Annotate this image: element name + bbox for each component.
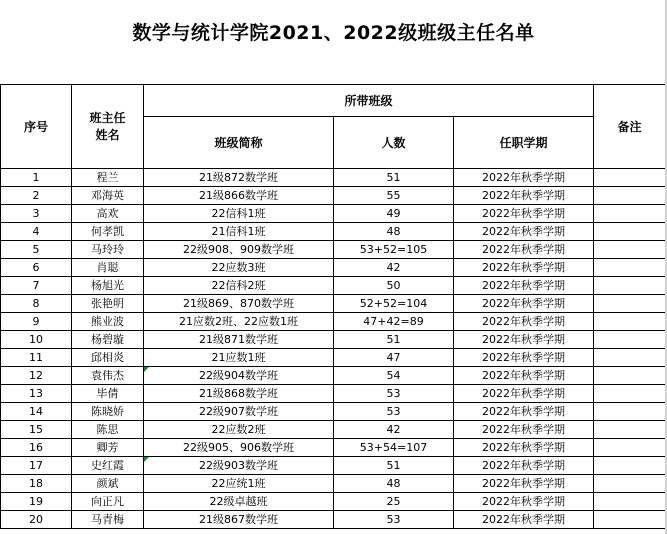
cell-teacher[interactable]: 熊业波 <box>72 313 144 331</box>
cell-class-name[interactable]: 22级904数学班 <box>144 367 334 385</box>
cell-term[interactable]: 2022年秋季学期 <box>454 439 594 457</box>
cell-class-name[interactable]: 22应统1班 <box>144 475 334 493</box>
cell-term[interactable]: 2022年秋季学期 <box>454 367 594 385</box>
cell-teacher[interactable]: 毕倩 <box>72 385 144 403</box>
cell-note[interactable] <box>594 313 666 331</box>
cell-term[interactable]: 2022年秋季学期 <box>454 241 594 259</box>
cell-index[interactable]: 15 <box>1 421 72 439</box>
cell-term[interactable]: 2022年秋季学期 <box>454 313 594 331</box>
cell-class-name[interactable]: 22级907数学班 <box>144 403 334 421</box>
table-row[interactable] <box>1 475 666 493</box>
cell-note[interactable] <box>594 169 666 187</box>
table-row[interactable] <box>1 367 666 385</box>
cell-class-name[interactable]: 21应数1班 <box>144 349 334 367</box>
cell-term[interactable]: 2022年秋季学期 <box>454 385 594 403</box>
cell-note[interactable] <box>594 259 666 277</box>
cell-index[interactable]: 4 <box>1 223 72 241</box>
header-count[interactable]: 人数 <box>334 117 454 169</box>
cell-note[interactable] <box>594 475 666 493</box>
cell-note[interactable] <box>594 421 666 439</box>
cell-teacher[interactable]: 程兰 <box>72 169 144 187</box>
cell-class-name[interactable]: 21级872数学班 <box>144 169 334 187</box>
table-row[interactable] <box>1 331 666 349</box>
roster-table <box>0 84 666 529</box>
table-row[interactable] <box>1 205 666 223</box>
cell-count[interactable]: 53 <box>334 403 454 421</box>
cell-index[interactable]: 6 <box>1 259 72 277</box>
table-row[interactable] <box>1 241 666 259</box>
cell-count[interactable]: 55 <box>334 187 454 205</box>
cell-teacher[interactable]: 颜斌 <box>72 475 144 493</box>
cell-note[interactable] <box>594 439 666 457</box>
cell-class-name[interactable]: 22信科2班 <box>144 277 334 295</box>
cell-term[interactable]: 2022年秋季学期 <box>454 475 594 493</box>
header-teacher[interactable] <box>72 85 144 169</box>
cell-term[interactable]: 2022年秋季学期 <box>454 223 594 241</box>
cell-teacher[interactable]: 高欢 <box>72 205 144 223</box>
cell-class-name[interactable]: 22级卓越班 <box>144 493 334 511</box>
table-row[interactable] <box>1 313 666 331</box>
header-index[interactable]: 序号 <box>1 85 72 169</box>
cell-teacher[interactable]: 张艳明 <box>72 295 144 313</box>
cell-count[interactable]: 50 <box>334 277 454 295</box>
table-row[interactable] <box>1 295 666 313</box>
cell-note[interactable] <box>594 403 666 421</box>
table-row[interactable] <box>1 493 666 511</box>
cell-index[interactable]: 19 <box>1 493 72 511</box>
header-class-group[interactable]: 所带班级 <box>144 85 594 117</box>
cell-term[interactable]: 2022年秋季学期 <box>454 511 594 529</box>
cell-note[interactable] <box>594 331 666 349</box>
cell-teacher[interactable]: 马玲玲 <box>72 241 144 259</box>
cell-teacher[interactable]: 卿芳 <box>72 439 144 457</box>
cell-note[interactable] <box>594 223 666 241</box>
cell-teacher[interactable]: 史红霞 <box>72 457 144 475</box>
cell-teacher[interactable]: 杨旭光 <box>72 277 144 295</box>
cell-note[interactable] <box>594 205 666 223</box>
cell-count[interactable]: 51 <box>334 169 454 187</box>
cell-note[interactable] <box>594 385 666 403</box>
cell-class-name[interactable]: 21级868数学班 <box>144 385 334 403</box>
cell-teacher[interactable]: 向正凡 <box>72 493 144 511</box>
cell-class-name[interactable]: 21级869、870数学班 <box>144 295 334 313</box>
cell-count[interactable]: 51 <box>334 457 454 475</box>
cell-count[interactable]: 25 <box>334 493 454 511</box>
table-row[interactable] <box>1 349 666 367</box>
table-row[interactable] <box>1 259 666 277</box>
cell-note[interactable] <box>594 277 666 295</box>
table-row[interactable] <box>1 457 666 475</box>
cell-class-name[interactable]: 21级871数学班 <box>144 331 334 349</box>
cell-teacher[interactable]: 马青梅 <box>72 511 144 529</box>
header-note[interactable]: 备注 <box>594 85 666 169</box>
cell-term[interactable]: 2022年秋季学期 <box>454 169 594 187</box>
cell-count[interactable]: 48 <box>334 223 454 241</box>
cell-count[interactable]: 51 <box>334 331 454 349</box>
cell-teacher[interactable]: 邓海英 <box>72 187 144 205</box>
cell-term[interactable]: 2022年秋季学期 <box>454 205 594 223</box>
cell-index[interactable]: 10 <box>1 331 72 349</box>
cell-class-name[interactable]: 22应数2班 <box>144 421 334 439</box>
table-row[interactable] <box>1 385 666 403</box>
cell-teacher[interactable]: 肖聪 <box>72 259 144 277</box>
table-row[interactable] <box>1 169 666 187</box>
table-row[interactable] <box>1 421 666 439</box>
cell-term[interactable]: 2022年秋季学期 <box>454 259 594 277</box>
cell-class-name[interactable]: 22应数3班 <box>144 259 334 277</box>
cell-index[interactable]: 17 <box>1 457 72 475</box>
cell-index[interactable]: 14 <box>1 403 72 421</box>
cell-class-name[interactable]: 21信科1班 <box>144 223 334 241</box>
cell-index[interactable]: 9 <box>1 313 72 331</box>
cell-count[interactable]: 53 <box>334 385 454 403</box>
cell-count[interactable]: 47 <box>334 349 454 367</box>
cell-index[interactable]: 8 <box>1 295 72 313</box>
cell-index[interactable]: 20 <box>1 511 72 529</box>
header-term[interactable]: 任职学期 <box>454 117 594 169</box>
cell-class-name[interactable]: 22级908、909数学班 <box>144 241 334 259</box>
cell-index[interactable]: 7 <box>1 277 72 295</box>
header-class-name[interactable]: 班级简称 <box>144 117 334 169</box>
cell-count[interactable]: 54 <box>334 367 454 385</box>
table-row[interactable] <box>1 403 666 421</box>
cell-index[interactable]: 18 <box>1 475 72 493</box>
cell-teacher[interactable]: 杨碧璇 <box>72 331 144 349</box>
cell-count[interactable]: 49 <box>334 205 454 223</box>
table-row[interactable] <box>1 439 666 457</box>
table-row[interactable] <box>1 187 666 205</box>
cell-note[interactable] <box>594 493 666 511</box>
header-teacher-label: 班主任姓名 <box>89 110 126 142</box>
cell-note[interactable] <box>594 295 666 313</box>
cell-class-name[interactable]: 22信科1班 <box>144 205 334 223</box>
cell-count[interactable]: 52+52=104 <box>334 295 454 313</box>
cell-note[interactable] <box>594 457 666 475</box>
cell-index[interactable]: 11 <box>1 349 72 367</box>
cell-term[interactable]: 2022年秋季学期 <box>454 187 594 205</box>
cell-term[interactable]: 2022年秋季学期 <box>454 457 594 475</box>
cell-class-name[interactable]: 21应数2班、22应数1班 <box>144 313 334 331</box>
cell-teacher[interactable]: 陈晓娇 <box>72 403 144 421</box>
cell-term[interactable]: 2022年秋季学期 <box>454 331 594 349</box>
cell-index[interactable]: 1 <box>1 169 72 187</box>
cell-count[interactable]: 53 <box>334 511 454 529</box>
roster-sheet <box>0 84 667 534</box>
cell-index[interactable]: 5 <box>1 241 72 259</box>
table-row[interactable] <box>1 223 666 241</box>
cell-teacher[interactable]: 邱相炎 <box>72 349 144 367</box>
table-row[interactable] <box>1 277 666 295</box>
cell-class-name[interactable]: 21级867数学班 <box>144 511 334 529</box>
cell-teacher[interactable]: 袁伟杰 <box>72 367 144 385</box>
cell-index[interactable]: 2 <box>1 187 72 205</box>
cell-note[interactable] <box>594 241 666 259</box>
cell-teacher[interactable]: 何孝凯 <box>72 223 144 241</box>
cell-class-name[interactable]: 21级866数学班 <box>144 187 334 205</box>
cell-count[interactable]: 53+54=107 <box>334 439 454 457</box>
cell-term[interactable]: 2022年秋季学期 <box>454 277 594 295</box>
cell-count[interactable]: 42 <box>334 421 454 439</box>
cell-count[interactable]: 47+42=89 <box>334 313 454 331</box>
cell-index[interactable]: 16 <box>1 439 72 457</box>
cell-index[interactable]: 3 <box>1 205 72 223</box>
cell-term[interactable]: 2022年秋季学期 <box>454 349 594 367</box>
cell-count[interactable]: 53+52=105 <box>334 241 454 259</box>
cell-term[interactable]: 2022年秋季学期 <box>454 493 594 511</box>
cell-class-name[interactable]: 22级905、906数学班 <box>144 439 334 457</box>
cell-note[interactable] <box>594 367 666 385</box>
page-title: 数学与统计学院2021、2022级班级主任名单 <box>132 22 535 44</box>
cell-count[interactable]: 42 <box>334 259 454 277</box>
cell-index[interactable]: 13 <box>1 385 72 403</box>
cell-note[interactable] <box>594 511 666 529</box>
cell-note[interactable] <box>594 349 666 367</box>
table-row[interactable] <box>1 511 666 529</box>
cell-class-name[interactable]: 22级903数学班 <box>144 457 334 475</box>
cell-term[interactable]: 2022年秋季学期 <box>454 295 594 313</box>
cell-term[interactable]: 2022年秋季学期 <box>454 421 594 439</box>
cell-term[interactable]: 2022年秋季学期 <box>454 403 594 421</box>
cell-note[interactable] <box>594 187 666 205</box>
cell-count[interactable]: 48 <box>334 475 454 493</box>
cell-index[interactable]: 12 <box>1 367 72 385</box>
cell-teacher[interactable]: 陈思 <box>72 421 144 439</box>
